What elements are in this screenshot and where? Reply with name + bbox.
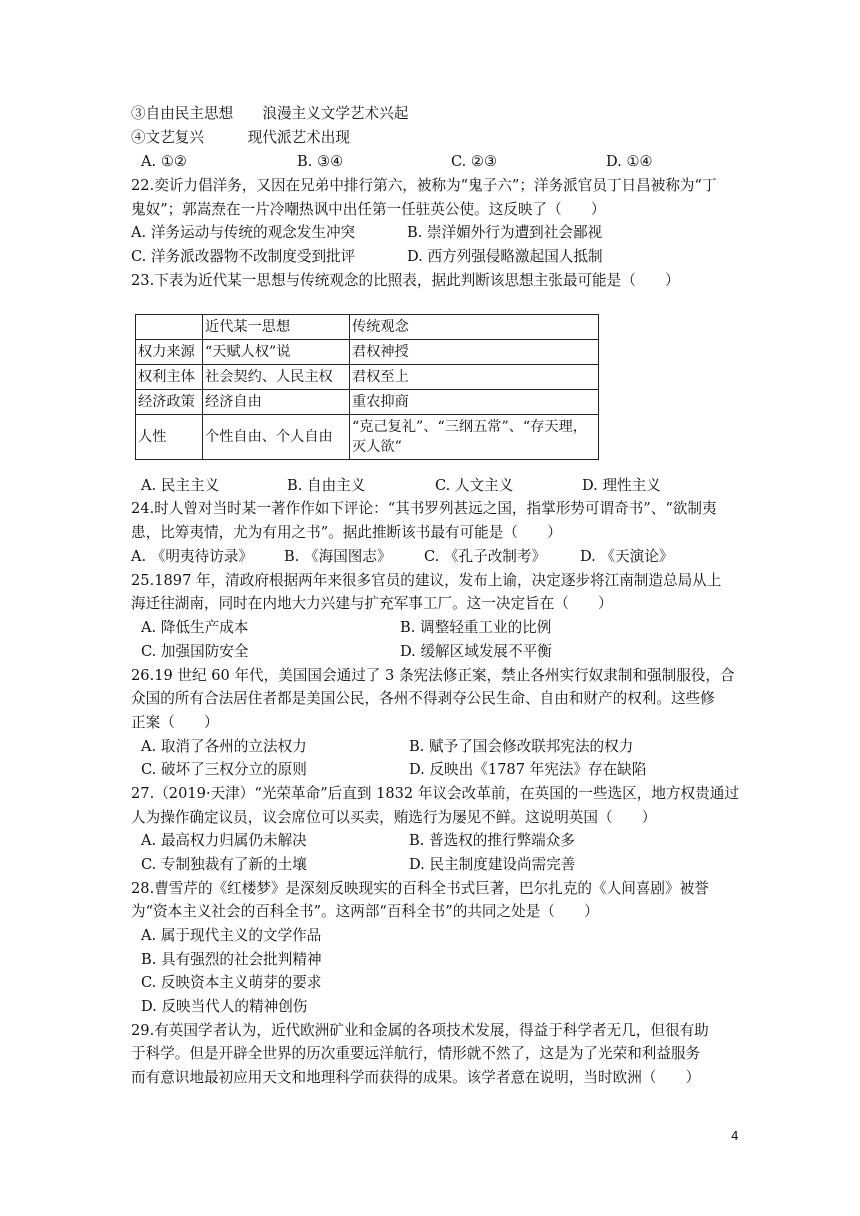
q27-stem: 27.（2019·天津）“光荣革命”后直到 1832 年议会改革前，在英国的一些选区，地方权贵通过 <box>131 785 739 802</box>
q27-option-a: A. 最高权力归属仍未解决 <box>141 832 307 849</box>
table-cell-multiline <box>350 415 599 460</box>
page-number: 4 <box>731 1129 739 1143</box>
table-cell: 社会契约、人民主权 <box>203 365 350 390</box>
q27-option-c: C. 专制独裁有了新的土壤 <box>141 856 307 873</box>
q29-stem-cont: 于科学。但是开辟全世界的历次重要远洋航行，情形就不然了，这是为了光荣和利益服务 <box>131 1045 701 1062</box>
q25-option-a: A. 降低生产成本 <box>141 619 249 636</box>
q28-option-b: B. 具有强烈的社会批判精神 <box>141 951 322 968</box>
table-cell: 君权神授 <box>350 340 599 365</box>
q24-stem-cont: 患，比筹夷情，尤为有用之书”。据此推断该书最有可能是（ ） <box>131 524 562 541</box>
q24-option-c: C. 《孔子改制考》 <box>424 548 547 565</box>
table-cell: 经济政策 <box>136 390 203 415</box>
q25-stem: 25.1897 年，清政府根据两年来很多官员的建议，发布上谕，决定逐步将江南制造总局从上 <box>131 572 722 589</box>
table-cell: 经济自由 <box>203 390 350 415</box>
q26-option-b: B. 赋予了国会修改联邦宪法的权力 <box>409 738 634 755</box>
table-cell: 权利主体 <box>136 365 203 390</box>
q28-option-a: A. 属于现代主义的文学作品 <box>141 927 322 944</box>
q28-option-d: D. 反映当代人的精神创伤 <box>141 998 308 1015</box>
q25-option-b: B. 调整轻重工业的比例 <box>400 619 552 636</box>
table-cell: 权力来源 <box>136 340 203 365</box>
q22-stem-cont: 鬼奴”；郭嵩焘在一片冷嘲热讽中出任第一任驻英公使。这反映了（ ） <box>131 201 606 218</box>
q23-option-d: D. 理性主义 <box>582 477 661 494</box>
q27-stem-cont: 人为操作确定议员，议会席位可以买卖，贿选行为屡见不鲜。这说明英国（ ） <box>131 809 657 826</box>
table-cell: 近代某一思想 <box>203 315 350 340</box>
table-row <box>136 340 599 365</box>
table-cell: 传统观念 <box>350 315 599 340</box>
table-cell: 个性自由、个人自由 <box>203 415 350 460</box>
q22-option-b: B. 崇洋媚外行为遭到社会鄙视 <box>407 224 603 241</box>
q26-stem: 26.19 世纪 60 年代，美国国会通过了 3 条宪法修正案，禁止各州实行奴隶制和强制服役，合 <box>131 667 735 684</box>
table-cell: 君权至上 <box>350 365 599 390</box>
q23-option-c: C. 人文主义 <box>435 477 514 494</box>
q23-stem: 23.下表为近代某一思想与传统观念的比照表，据此判断该思想主张最可能是（ ） <box>131 272 680 289</box>
comparison-table <box>135 314 599 460</box>
q28-stem: 28.曹雪芹的《红楼梦》是深刻反映现实的百科全书式巨著，巴尔扎克的《人间喜剧》被誉 <box>131 880 709 897</box>
q21-option-c: C. ②③ <box>451 153 498 170</box>
q25-option-c: C. 加强国防安全 <box>141 643 249 660</box>
q25-option-d: D. 缓解区域发展不平衡 <box>400 643 552 660</box>
table-cell: “天赋人权”说 <box>203 340 350 365</box>
q29-stem-cont-2: 而有意识地最初应用天文和地理科学而获得的成果。该学者意在说明，当时欧洲（ ） <box>131 1069 701 1086</box>
q27-option-d: D. 民主制度建设尚需完善 <box>409 856 576 873</box>
q21-option-b: B. ③④ <box>297 153 344 170</box>
q21-option-line-4: ④文艺复兴 现代派艺术出现 <box>131 129 350 146</box>
q23-option-b: B. 自由主义 <box>287 477 366 494</box>
table-row <box>136 415 599 460</box>
q28-option-c: C. 反映资本主义萌芽的要求 <box>141 974 322 991</box>
q26-stem-cont: 众国的所有合法居住者都是美国公民，各州不得剥夺公民生命、自由和财产的权利。这些修 <box>131 690 715 707</box>
q29-stem: 29.有英国学者认为，近代欧洲矿业和金属的各项技术发展，得益于科学者无几，但很有助 <box>131 1022 709 1039</box>
q24-stem: 24.时人曾对当时某一著作作如下评论：“其书罗列甚远之国，指掌形势可谓奇书”、“欲制夷 <box>131 500 717 517</box>
q22-option-d: D. 西方列强侵略激起国人抵制 <box>407 248 603 265</box>
q27-option-b: B. 普选权的推行弊端众多 <box>409 832 575 849</box>
table-cell: 重农抑商 <box>350 390 599 415</box>
q24-option-a: A. 《明夷待访录》 <box>131 548 253 565</box>
q23-option-a: A. 民主主义 <box>141 477 220 494</box>
q26-stem-cont-2: 正案（ ） <box>131 714 219 731</box>
q21-option-line-3: ③自由民主思想 浪漫主义文学艺术兴起 <box>131 105 409 122</box>
q24-option-d: D. 《天演论》 <box>580 548 674 565</box>
table-row <box>136 390 599 415</box>
cell-line: “克己复礼”、“三纲五常”、“存天理， <box>352 419 587 435</box>
q26-option-c: C. 破坏了三权分立的原则 <box>141 761 307 778</box>
q21-option-d: D. ①④ <box>606 153 653 170</box>
table-cell <box>136 315 203 340</box>
table-row <box>136 365 599 390</box>
q22-stem: 22.奕䜣力倡洋务，又因在兄弟中排行第六，被称为“鬼子六”；洋务派官员丁日昌被称为“丁 <box>131 177 717 194</box>
table-header-row <box>136 315 599 340</box>
q26-option-d: D. 反映出《1787 年宪法》存在缺陷 <box>409 761 647 778</box>
q22-option-c: C. 洋务派改器物不改制度受到批评 <box>131 248 356 265</box>
q21-option-a: A. ①② <box>141 153 187 170</box>
q22-option-a: A. 洋务运动与传统的观念发生冲突 <box>131 224 356 241</box>
q24-option-b: B. 《海国图志》 <box>284 548 392 565</box>
q28-stem-cont: 为“资本主义社会的百科全书”。这两部“百科全书”的共同之处是（ ） <box>131 903 599 920</box>
table-cell: 人性 <box>136 415 203 460</box>
q25-stem-cont: 海迁往湖南，同时在内地大力兴建与扩充军事工厂。这一决定旨在（ ） <box>131 595 613 612</box>
cell-line: 灭人欲” <box>352 439 402 455</box>
q26-option-a: A. 取消了各州的立法权力 <box>141 738 307 755</box>
